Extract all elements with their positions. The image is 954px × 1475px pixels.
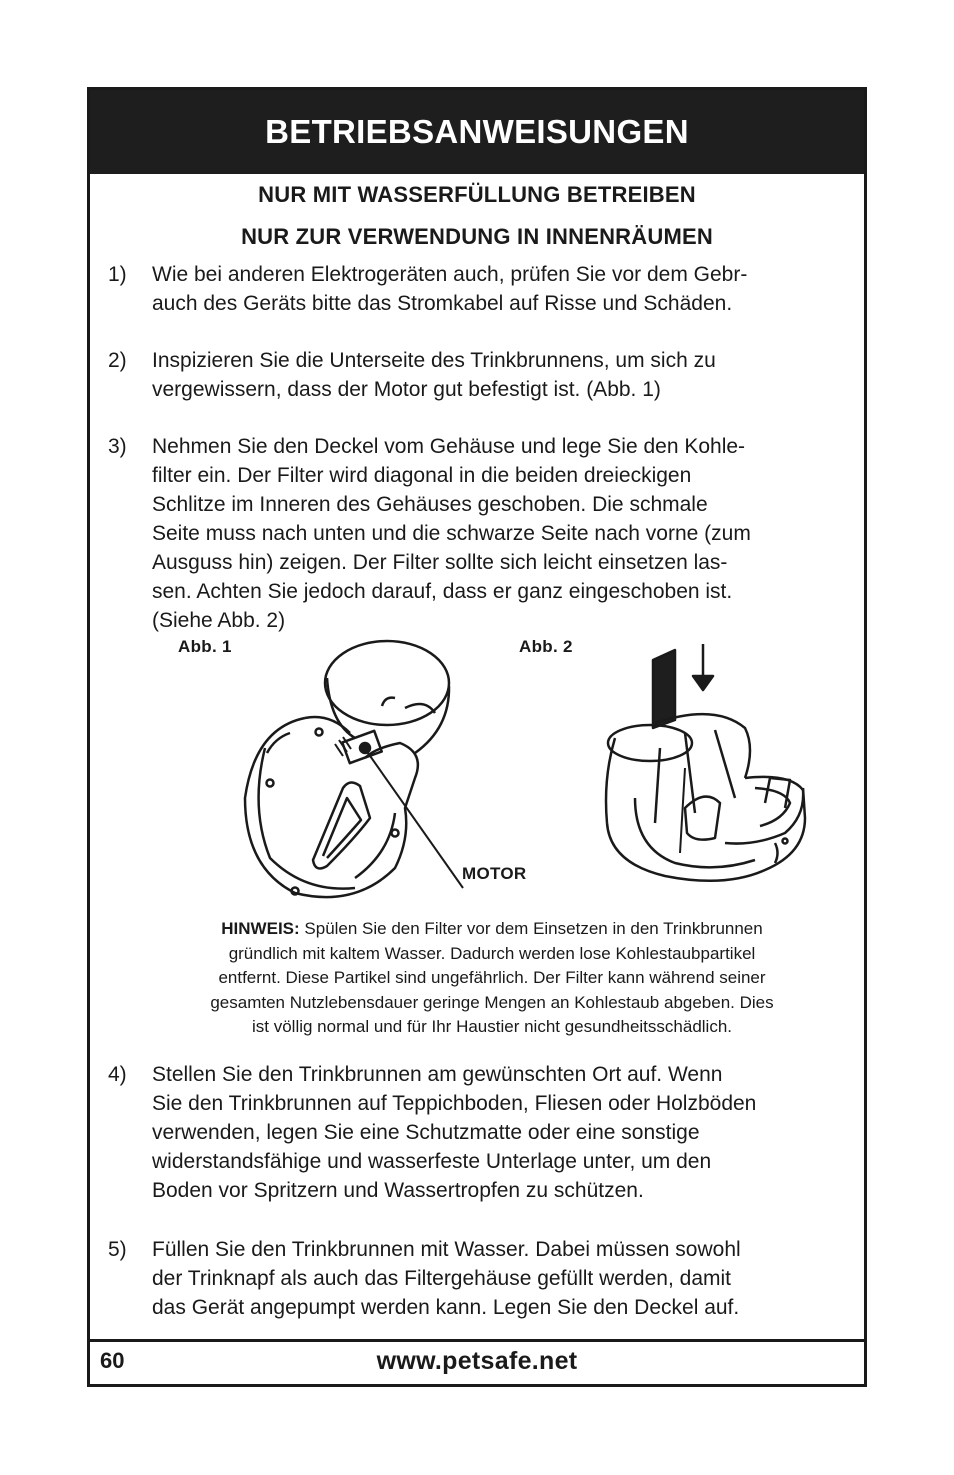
step-text: Nehmen Sie den Deckel vom Gehäuse und lege Sie den Kohle- filter ein. Der Filter wird diagonal in die beiden dreieckigen Schlitze im Inneren des Gehäuses geschoben. Die schmale Seite muss nach unten und die schwarze Seite nach vorne (zum Ausguss hin) zeigen. Der Filter sollte sich leicht einsetzen las- sen. Achten Sie jedoch darauf, dass er ganz eingeschoben ist. (Siehe Abb. 2) — [152, 435, 751, 632]
page-number: 60 — [100, 1348, 125, 1373]
step-text: Stellen Sie den Trinkbrunnen am gewünschten Ort auf. Wenn Sie den Trinkbrunnen auf Teppichboden, Fliesen oder Holzböden verwenden, legen Sie eine Schutzmatte oder eine sonstige widerstandsfähige und wasserfeste Unterlage unter, um den Boden vor Spritzern und Wassertropfen zu schützen. — [152, 1063, 757, 1202]
step-number: 3) — [108, 435, 127, 458]
figure-1-motor-illustration — [235, 638, 465, 903]
step-2 — [108, 346, 850, 404]
step-number: 5) — [108, 1238, 127, 1261]
step-3 — [108, 432, 850, 635]
step-text: Wie bei anderen Elektrogeräten auch, prüfen Sie vor dem Gebr- auch des Geräts bitte das Stromkabel auf Risse und Schäden. — [152, 263, 748, 315]
hinweis-note — [156, 917, 828, 1040]
step-5 — [108, 1235, 850, 1322]
instruction-frame — [87, 87, 867, 1387]
note-label: HINWEIS: — [221, 919, 300, 938]
page-title: BETRIEBSANWEISUNGEN — [90, 90, 864, 174]
note-text: Spülen Sie den Filter vor dem Einsetzen in den Trinkbrunnen gründlich mit kaltem Wasser. Dadurch werden lose Kohlestaubpartikel entfernt. Diese Partikel sind ungefährlich. Der Filter kann während seiner gesamten Nutzlebensdauer geringe Mengen an Kohlestaub abgeben. Dies ist völlig normal und für Ihr Haustier nicht gesundheitsschädlich. — [210, 919, 774, 1036]
website-link[interactable]: www.petsafe.net — [376, 1347, 578, 1375]
step-number: 4) — [108, 1063, 127, 1086]
page-footer — [90, 1339, 864, 1384]
step-text: Füllen Sie den Trinkbrunnen mit Wasser. Dabei müssen sowohl der Trinknapf als auch das Filtergehäuse gefüllt werden, damit das Gerät angepumpt werden kann. Legen Sie den Deckel auf. — [152, 1238, 741, 1319]
subtitle-indoor-only: NUR ZUR VERWENDUNG IN INNENRÄUMEN — [241, 224, 713, 249]
step-number: 2) — [108, 349, 127, 372]
motor-callout-label: MOTOR — [462, 864, 527, 883]
figure-2-filter-illustration — [595, 638, 810, 888]
figure-2-label: Abb. 2 — [519, 637, 573, 656]
step-1 — [108, 260, 850, 318]
figure-1-label: Abb. 1 — [178, 637, 232, 656]
subtitle-water-only: NUR MIT WASSERFÜLLUNG BETREIBEN — [258, 182, 696, 207]
step-4 — [108, 1060, 850, 1205]
step-text: Inspizieren Sie die Unterseite des Trinkbrunnens, um sich zu vergewissern, dass der Motor gut befestigt ist. (Abb. 1) — [152, 349, 716, 401]
step-number: 1) — [108, 263, 127, 286]
